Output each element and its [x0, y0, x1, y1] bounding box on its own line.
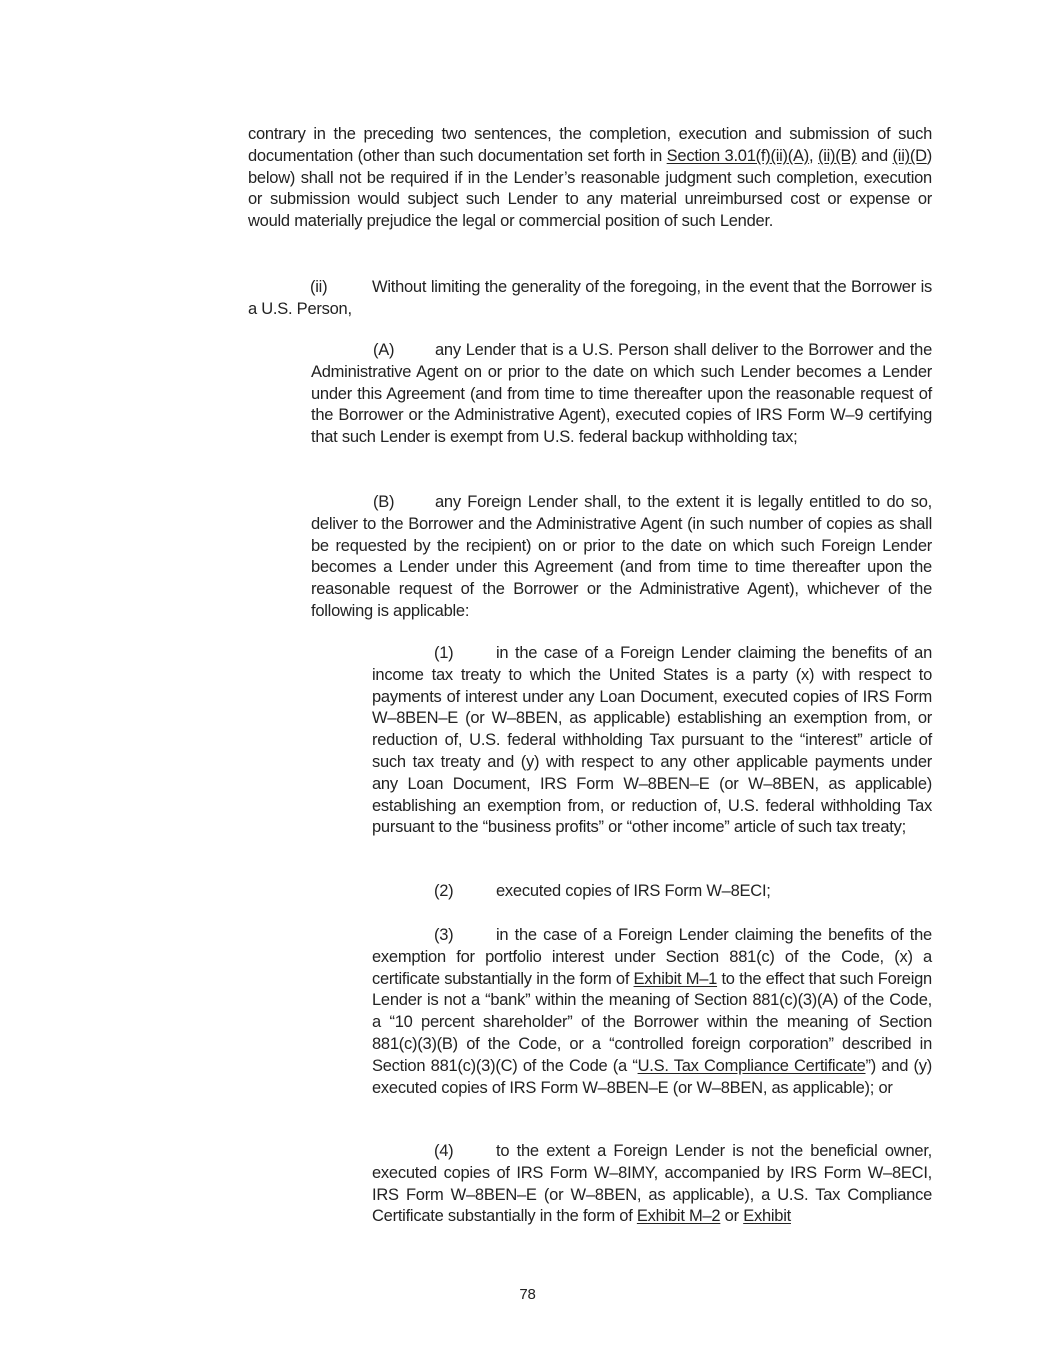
clause-label: (2) [434, 882, 454, 900]
section-reference: Section 3.01(f)(ii)(A) [666, 146, 810, 165]
clause-label: (A) [373, 341, 395, 359]
paragraph-1 [372, 643, 932, 839]
clause-text: or [720, 1207, 744, 1226]
clause-text: ”) and (y) executed copies of IRS Form W–8BEN–E (or W–8BEN, as applicable); or [372, 1056, 932, 1097]
paragraph-4 [372, 1141, 932, 1228]
text: and [856, 146, 893, 165]
clause-text: in the case of a Foreign Lender claiming the benefits of an income tax treaty to which the United States is a party (x) with respect to payments of interest under any Loan Document, executed copies of IRS Form W–8BEN–E (or W–8BEN, as applicable) establishing an exemption from, or reduction of, U.S. federal withholding Tax pursuant to the “interest” article of such tax treaty and (y) with respect to any other applicable payments under any Loan Document, IRS Form W–8BEN–E (or W–8BEN, as applicable) establishing an exemption from, or reduction of, U.S. federal withholding Tax pursuant to the “business profits” or “other income” article of such tax treaty; [372, 644, 932, 837]
clause-text: to the extent a Foreign Lender is not the beneficial owner, executed copies of IRS Form W–8IMY, accompanied by IRS Form W–8ECI, IRS Form W–8BEN–E (or W–8BEN, as applicable), a U.S. Tax Compliance Certificate substantially in the form of [372, 1142, 932, 1226]
section-reference: (ii)(D [892, 146, 927, 165]
clause-text: any Foreign Lender shall, to the extent it is legally entitled to do so, deliver to the Borrower and the Administrative Agent (in such number of copies as shall be requested by the recipient) on or prior to the date on which such Foreign Lender becomes a Lender under this Agreement (and from time to time thereafter upon the reasonable request of the Borrower or the Administrative Agent), whichever of the following is applicable: [311, 493, 932, 620]
text: ) below) shall not be required if in the Lender’s reasonable judgment such completion, execution or submission would subject such Lender to any material unreimbursed cost or expense or would materially prejudice the legal or commercial position of such Lender. [248, 146, 933, 231]
section-reference: (ii)(B) [817, 146, 857, 165]
clause-label: (4) [434, 1142, 454, 1160]
clause-label: (ii) [310, 278, 328, 296]
paragraph-continuation [248, 124, 932, 233]
clause-label: (B) [373, 493, 395, 511]
exhibit-reference: Exhibit [743, 1207, 791, 1226]
exhibit-reference: Exhibit M–2 [636, 1207, 721, 1226]
paragraph-ii [248, 277, 932, 321]
paragraph-A [311, 340, 932, 449]
defined-term: U.S. Tax Compliance Certificate [637, 1056, 866, 1075]
clause-text: any Lender that is a U.S. Person shall deliver to the Borrower and the Administrative Agent on or prior to the date on which such Lender becomes a Lender under this Agreement (and from time to time thereafter upon the reasonable request of the Borrower or the Administrative Agent), executed copies of IRS Form W–9 certifying that such Lender is exempt from U.S. federal backup withholding tax; [311, 341, 932, 447]
text: contrary in the preceding two sentences, the completion, execution and submission of such documentation (other than such documentation set forth in [248, 125, 932, 165]
clause-text: to the effect that such Foreign Lender is not a “bank” within the meaning of Section 881(c)(3)(A) of the Code, a “10 percent shareholder” of the Borrower within the meaning of Section 881(c)(3)(B) of the Code, or a “controlled foreign corporation” described in Section 881(c)(3)(C) of the Code (a “ [372, 969, 932, 1075]
clause-text: executed copies of IRS Form W–8ECI; [496, 882, 771, 900]
clause-text: in the case of a Foreign Lender claiming the benefits of the exemption for portfolio interest under Section 881(c) of the Code, (x) a certificate substantially in the form of [372, 926, 932, 988]
exhibit-reference: Exhibit M–1 [633, 969, 718, 988]
paragraph-2 [372, 881, 932, 903]
page-number: 78 [519, 1286, 536, 1303]
paragraph-B [311, 492, 932, 623]
paragraph-3 [372, 925, 932, 1099]
clause-text: Without limiting the generality of the foregoing, in the event that the Borrower is a U.S. Person, [248, 278, 932, 318]
text: , [809, 146, 818, 165]
clause-label: (3) [434, 926, 454, 944]
clause-label: (1) [434, 644, 454, 662]
